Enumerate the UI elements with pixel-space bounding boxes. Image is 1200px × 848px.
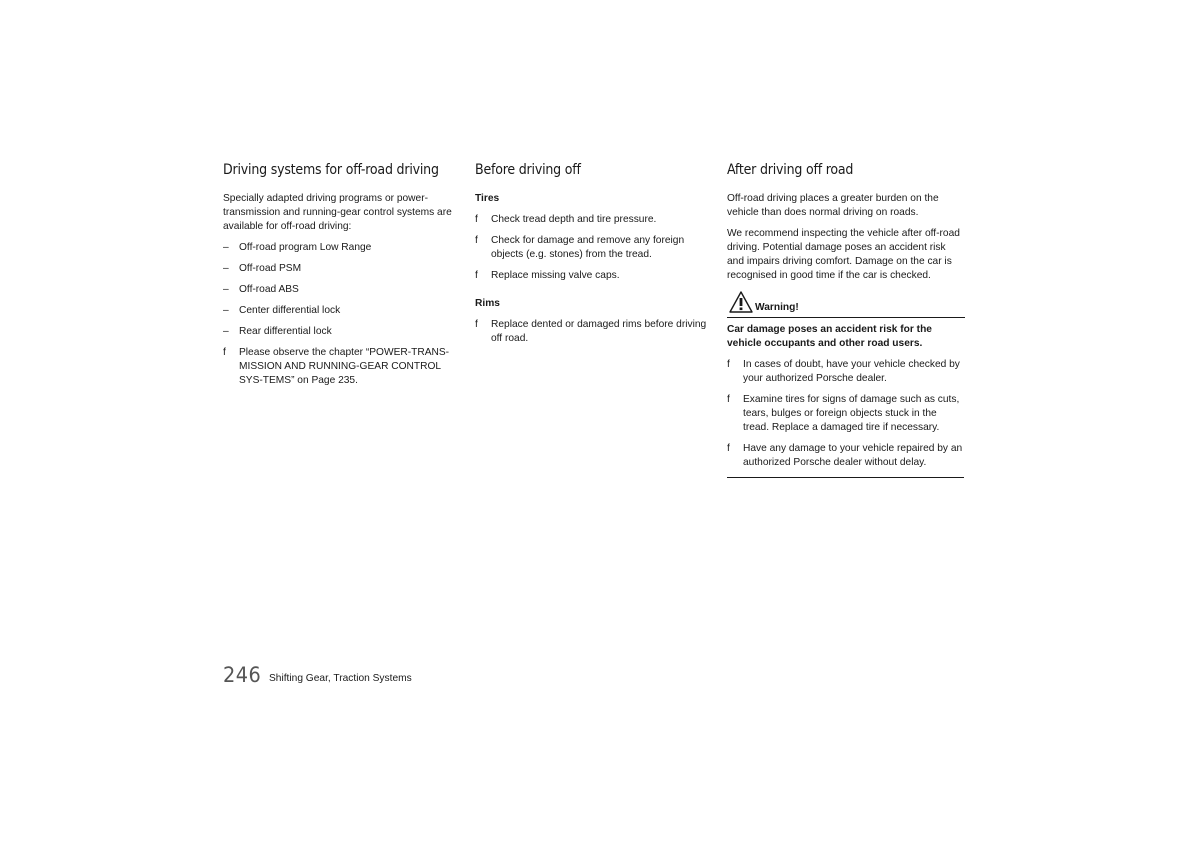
- dash-marker: –: [223, 284, 229, 295]
- list-item-text: Check for damage and remove any foreign objects (e.g. stones) from the tread.: [491, 235, 685, 260]
- list-item-text: Off-road PSM: [239, 263, 302, 274]
- bullet-marker: f: [223, 347, 226, 358]
- warning-triangle-icon: [729, 291, 753, 313]
- column-before-driving: [475, 161, 713, 353]
- list-item: [223, 262, 461, 276]
- tires-list: [475, 213, 713, 283]
- rims-heading: Rims: [475, 298, 500, 309]
- list-item-text: Center differential lock: [239, 305, 341, 316]
- after-driving-list: [727, 358, 965, 470]
- column-offroad-systems: [223, 161, 461, 395]
- list-item-text: Check tread depth and tire pressure.: [491, 214, 657, 225]
- list-item: [475, 269, 713, 283]
- list-item-text: Examine tires for signs of damage such as cuts, tears, bulges or foreign objects stuck in the tread. Replace a damaged tire if necessary.: [743, 394, 960, 433]
- warning-text: Car damage poses an accident risk for the vehicle occupants and other road users.: [727, 324, 932, 349]
- heading-offroad-systems: Driving systems for off-road driving: [223, 162, 439, 178]
- bullet-marker: f: [727, 394, 730, 405]
- list-item-text: Off-road program Low Range: [239, 242, 372, 253]
- after-paragraph-1: Off-road driving places a greater burden on the vehicle than does normal driving on roads.: [727, 193, 939, 218]
- heading-before-driving: Before driving off: [475, 162, 581, 178]
- section-name: Shifting Gear, Traction Systems: [269, 673, 412, 684]
- list-item: [727, 393, 965, 435]
- list-item: [223, 241, 461, 255]
- list-item: [223, 304, 461, 318]
- list-item-text: Replace missing valve caps.: [491, 270, 620, 281]
- list-item: [475, 318, 713, 346]
- bullet-marker: f: [475, 319, 478, 330]
- warning-header: [727, 291, 965, 318]
- note-text: Please observe the chapter “POWER-TRANS-MISSION AND RUNNING-GEAR CONTROL SYS-TEMS” on Page 235.: [239, 347, 450, 386]
- warning-label: Warning!: [755, 302, 799, 313]
- list-item-text: Rear differential lock: [239, 326, 332, 337]
- list-item: [727, 442, 965, 470]
- dash-marker: –: [223, 305, 229, 316]
- list-item: [475, 213, 713, 227]
- offroad-systems-list: [223, 241, 461, 388]
- dash-marker: –: [223, 326, 229, 337]
- list-item-text: In cases of doubt, have your vehicle checked by your authorized Porsche dealer.: [743, 359, 960, 384]
- page-number: 246: [223, 663, 262, 687]
- list-item: [223, 325, 461, 339]
- list-item: [727, 358, 965, 386]
- list-item-text: Replace dented or damaged rims before driving off road.: [491, 319, 707, 344]
- bullet-marker: f: [727, 443, 730, 454]
- warning-end-rule: [727, 477, 964, 478]
- note-item: [223, 346, 461, 388]
- dash-marker: –: [223, 242, 229, 253]
- after-paragraph-2: We recommend inspecting the vehicle after off-road driving. Potential damage poses an accident risk and impairs driving comfort. Damage on the car is recognised in good time if the car is checked.: [727, 228, 960, 281]
- list-item: [475, 234, 713, 262]
- intro-paragraph: Specially adapted driving programs or power-transmission and running-gear control systems are available for off-road driving:: [223, 193, 452, 232]
- bullet-marker: f: [475, 235, 478, 246]
- dash-marker: –: [223, 263, 229, 274]
- list-item: [223, 283, 461, 297]
- bullet-marker: f: [475, 270, 478, 281]
- rims-list: [475, 318, 713, 346]
- bullet-marker: f: [727, 359, 730, 370]
- column-after-driving: [727, 161, 965, 478]
- tires-heading: Tires: [475, 193, 500, 204]
- heading-after-driving: After driving off road: [727, 162, 854, 178]
- list-item-text: Off-road ABS: [239, 284, 299, 295]
- bullet-marker: f: [475, 214, 478, 225]
- list-item-text: Have any damage to your vehicle repaired by an authorized Porsche dealer without delay.: [743, 443, 963, 468]
